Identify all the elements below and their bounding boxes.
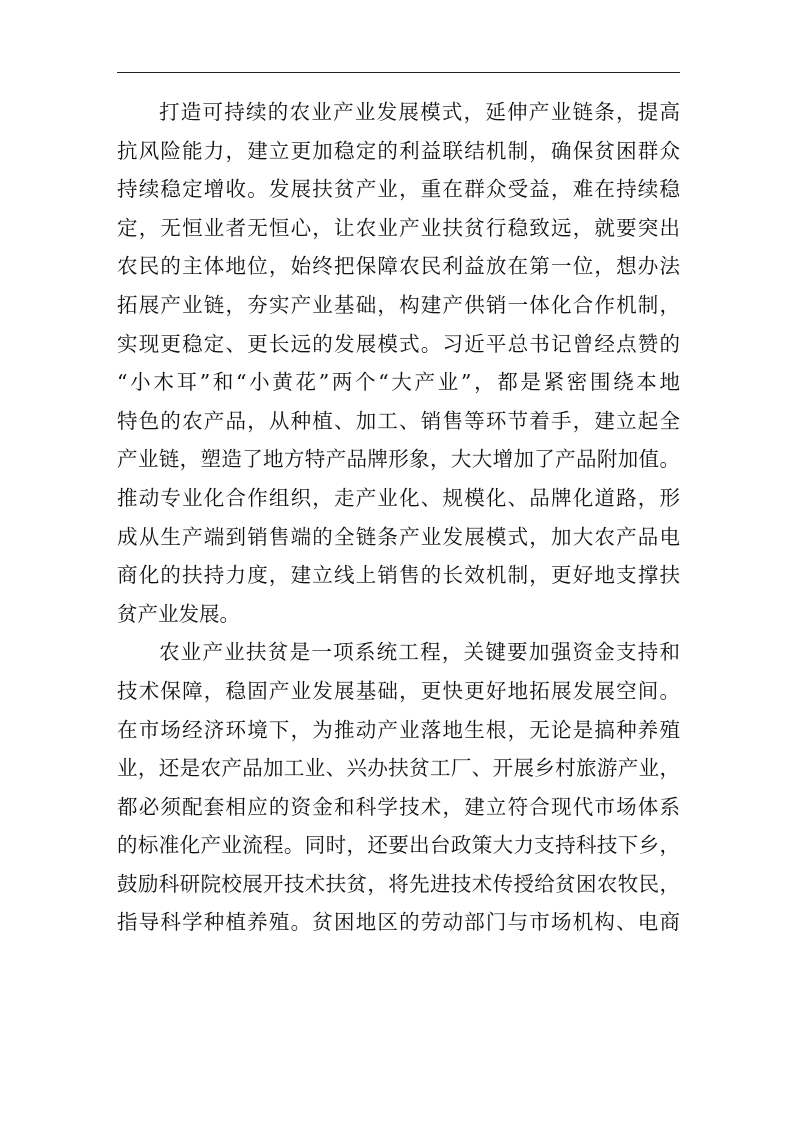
text-line: 推动专业化合作组织，走产业化、规模化、品牌化道路，形 — [117, 485, 680, 510]
text-line: 鼓励科研院校展开技术扶贫，将先进技术传授给贫困农牧民， — [117, 871, 680, 896]
text-line: 的标准化产业流程。同时，还要出台政策大力支持科技下乡， — [117, 833, 680, 858]
text-line: 实现更稳定、更长远的发展模式。习近平总书记曾经点赞的 — [117, 331, 680, 356]
text-line: “小木耳”和“小黄花”两个“大产业”，都是紧密围绕本地 — [117, 370, 680, 395]
text-line: 业，还是农产品加工业、兴办扶贫工厂、开展乡村旅游产业， — [117, 756, 680, 781]
text-line: 技术保障，稳固产业发展基础，更快更好地拓展发展空间。 — [117, 678, 680, 703]
text-line: 产业链，塑造了地方特产品牌形象，大大增加了产品附加值。 — [117, 447, 680, 472]
text-line: 商化的扶持力度，建立线上销售的长效机制，更好地支撑扶 — [117, 563, 680, 588]
text-line: 持续稳定增收。发展扶贫产业，重在群众受益，难在持续稳 — [117, 177, 680, 202]
text-line: 贫产业发展。 — [117, 601, 240, 626]
text-line: 抗风险能力，建立更加稳定的利益联结机制，确保贫困群众 — [117, 138, 680, 163]
text-line: 都必须配套相应的资金和科学技术，建立符合现代市场体系 — [117, 794, 680, 819]
text-line: 拓展产业链，夯实产业基础，构建产供销一体化合作机制， — [117, 292, 680, 317]
text-line: 农业产业扶贫是一项系统工程，关键要加强资金支持和 — [159, 640, 680, 665]
text-line: 定，无恒业者无恒心，让农业产业扶贫行稳致远，就要突出 — [117, 215, 680, 240]
text-line: 指导科学种植养殖。贫困地区的劳动部门与市场机构、电商 — [117, 910, 680, 935]
text-line: 特色的农产品，从种植、加工、销售等环节着手，建立起全 — [117, 408, 680, 433]
paragraph-1 — [117, 93, 680, 633]
header-rule — [117, 72, 680, 73]
paragraph-2 — [117, 633, 680, 942]
document-body — [117, 93, 680, 942]
text-line: 在市场经济环境下，为推动产业落地生根，无论是搞种养殖 — [117, 717, 680, 742]
text-line: 打造可持续的农业产业发展模式，延伸产业链条，提高 — [159, 100, 680, 124]
text-line: 成从生产端到销售端的全链条产业发展模式，加大农产品电 — [117, 524, 680, 549]
text-line: 农民的主体地位，始终把保障农民利益放在第一位，想办法 — [117, 254, 680, 279]
